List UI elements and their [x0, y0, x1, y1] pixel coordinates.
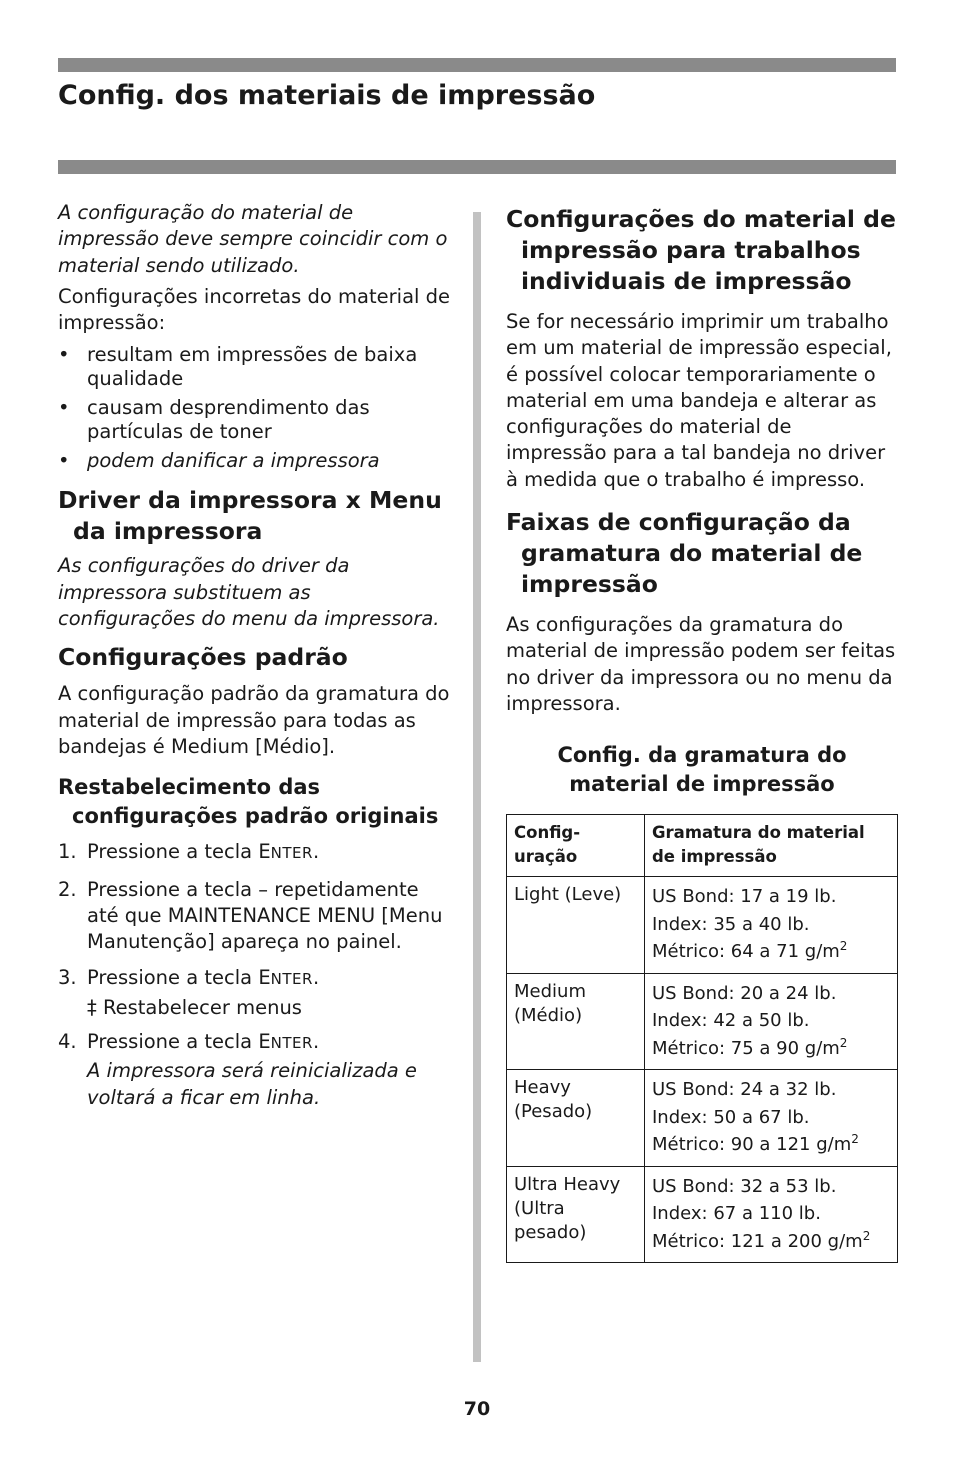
- individual-heading: Configurações do material de impressão para trabalhos individuais de impressão: [506, 205, 896, 295]
- weight-cell: US Bond: 20 a 24 lb. Index: 42 a 50 lb. Métrico: 75 a 90 $g/m^2$: [645, 973, 898, 1070]
- config-cell: Light (Leve): [507, 877, 645, 974]
- table-row: [507, 1070, 898, 1167]
- step-item: 3. Pressione a tecla ENTER. ‡ Restabelecer menus: [58, 965, 450, 1021]
- weight-cell: US Bond: 17 a 19 lb. Index: 35 a 40 lb. Métrico: 64 a 71 $g/m^2$: [645, 877, 898, 974]
- step-sub-text: ‡ Restabelecer menus: [87, 995, 302, 1019]
- bullet-icon: •: [58, 343, 70, 367]
- table-header-row: [507, 815, 898, 877]
- step-item: 4. Pressione a tecla ENTER. A impressora será reinicializada e voltará a ficar em linha.: [58, 1029, 450, 1111]
- table-caption: Config. da gramatura do material de impressão: [557, 743, 847, 797]
- header-rule-bottom: [58, 160, 896, 174]
- ranges-heading: Faixas de configuração da gramatura do material de impressão: [506, 508, 863, 599]
- column-header: Gramatura do material de impressão: [645, 815, 898, 877]
- defaults-text: A configuração padrão da gramatura do material de impressão para todas as bandejas é Medium [Médio].: [58, 682, 450, 758]
- list-item: • podem danificar a impressora: [58, 449, 380, 473]
- enter-key-label: ENTER: [258, 1030, 313, 1054]
- consequence-list: [58, 343, 450, 473]
- left-column: [58, 200, 450, 1111]
- intro-italic: A configuração do material de impressão deve sempre coincidir com o material sendo utilizado.: [58, 201, 448, 277]
- ranges-text: As configurações da gramatura do material de impressão podem ser feitas no driver da impressora ou no menu da impressora.: [506, 613, 896, 715]
- enter-key-label: ENTER: [258, 966, 313, 990]
- defaults-heading: Configurações padrão: [58, 643, 348, 672]
- config-cell: Ultra Heavy (Ultra pesado): [507, 1166, 645, 1263]
- list-item: • causam desprendimento das partículas de toner: [58, 396, 370, 444]
- column-header: Config-uração: [507, 815, 645, 877]
- page-title: Config. dos materiais de impressão: [58, 80, 596, 111]
- weight-table: [506, 814, 898, 1263]
- table-row: [507, 1166, 898, 1263]
- table-row: [507, 877, 898, 974]
- bullet-icon: •: [58, 396, 70, 420]
- bullet-icon: •: [58, 449, 70, 473]
- reset-steps: [58, 839, 450, 1111]
- weight-cell: US Bond: 24 a 32 lb. Index: 50 a 67 lb. Métrico: 90 a 121 $g/m^2$: [645, 1070, 898, 1167]
- individual-text: Se for necessário imprimir um trabalho em um material de impressão especial, é possível colocar temporariamente o material em uma bandeja e alterar as configurações do material de impressão para a tal bandeja no driver à medida que o trabalho é impresso.: [506, 310, 892, 491]
- page-number: 70: [463, 1398, 491, 1420]
- reset-heading: Restabelecimento das configurações padrão originais: [58, 775, 439, 829]
- step-item: 2. Pressione a tecla – repetidamente até que MAINTENANCE MENU [Menu Manutenção] apareça no painel.: [58, 877, 443, 954]
- table-row: [507, 973, 898, 1070]
- step-sub-italic: A impressora será reinicializada e voltará a ficar em linha.: [87, 1059, 417, 1109]
- list-item: • resultam em impressões de baixa qualidade: [58, 343, 418, 391]
- driver-heading: Driver da impressora x Menu da impressora: [58, 486, 442, 546]
- intro-text: Configurações incorretas do material de impressão:: [58, 284, 451, 335]
- config-cell: Heavy (Pesado): [507, 1070, 645, 1167]
- step-item: 1. Pressione a tecla ENTER.: [58, 840, 320, 864]
- driver-italic: As configurações do driver da impressora substituem as configurações do menu da impressora.: [58, 554, 440, 631]
- right-column: [506, 200, 898, 1263]
- header-rule-top: [58, 58, 896, 72]
- config-cell: Medium (Médio): [507, 973, 645, 1070]
- column-divider: [473, 212, 481, 1362]
- enter-key-label: ENTER: [258, 840, 313, 864]
- weight-cell: US Bond: 32 a 53 lb. Index: 67 a 110 lb. Métrico: 121 a 200 $g/m^2$: [645, 1166, 898, 1263]
